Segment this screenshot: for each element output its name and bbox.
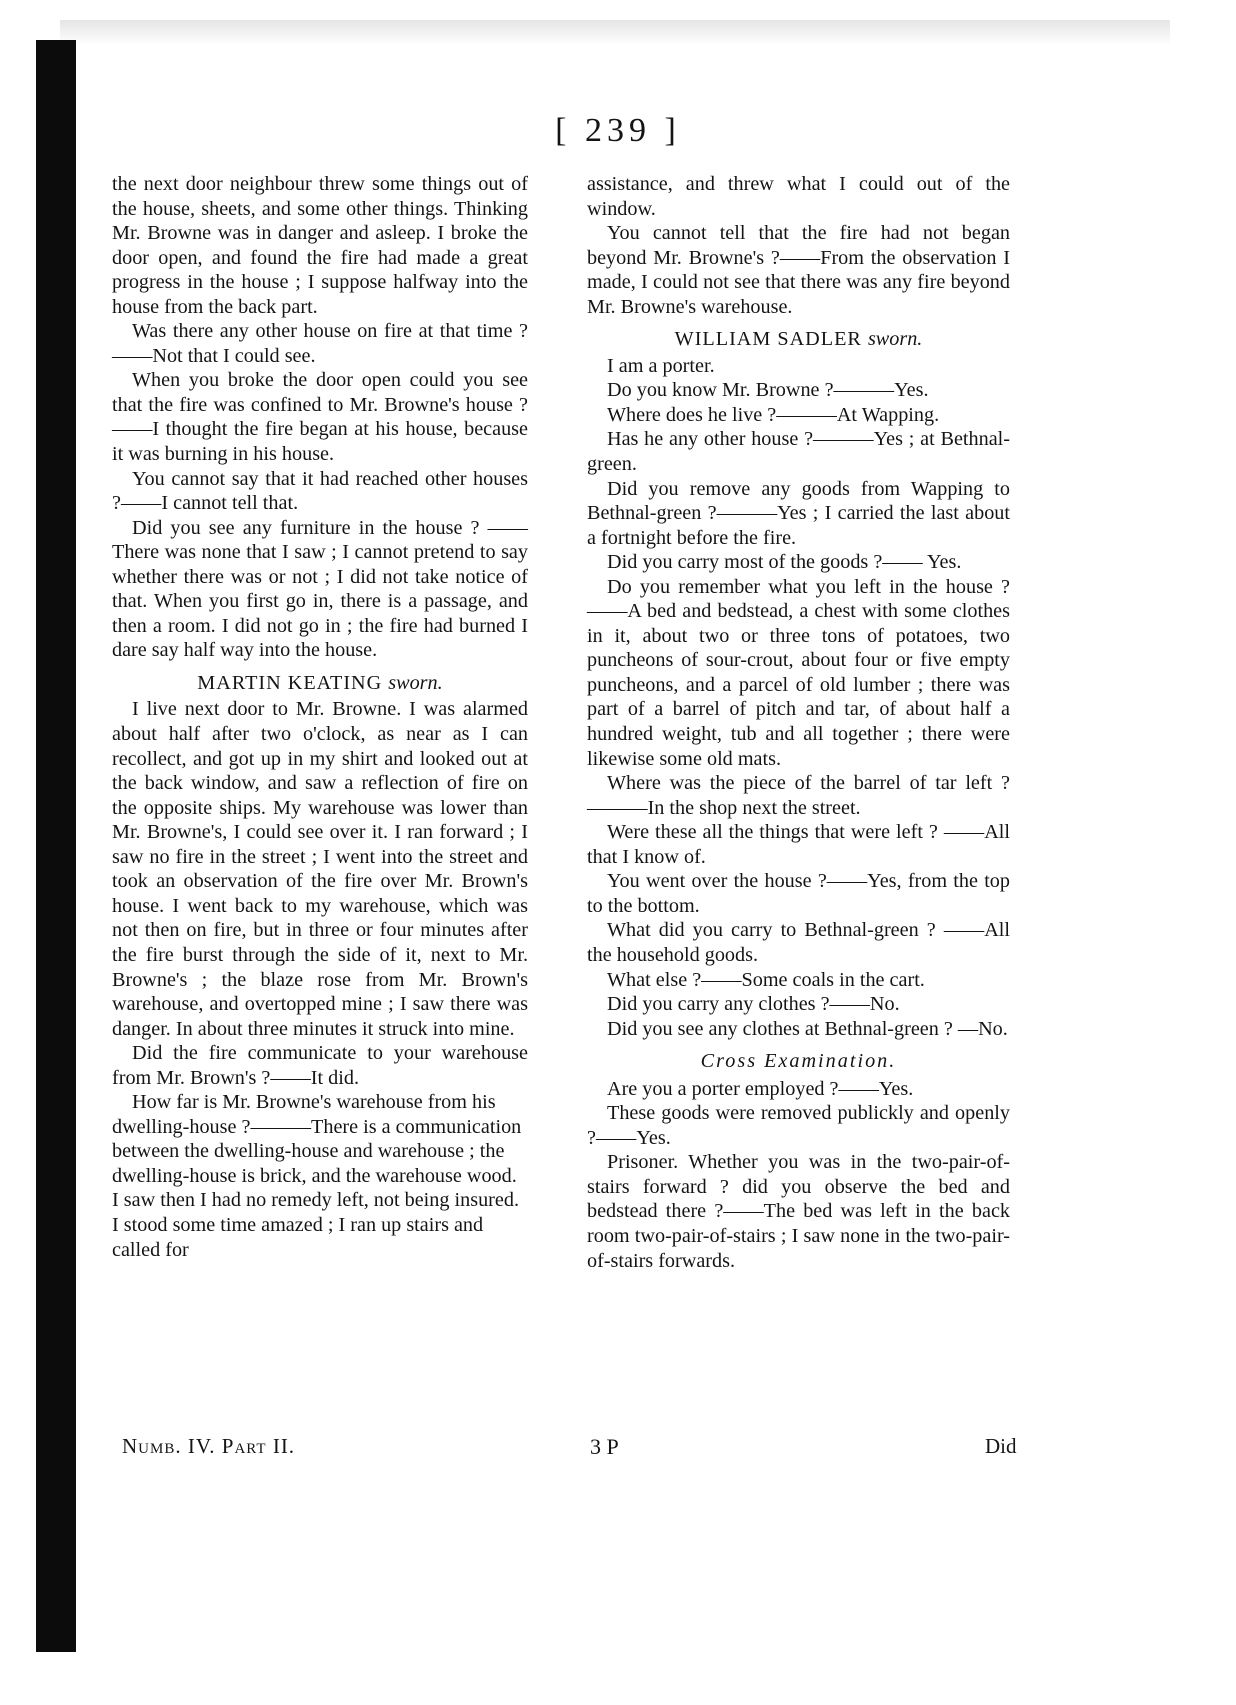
page-number: [ 239 ] bbox=[555, 112, 681, 149]
paragraph: You cannot tell that the fire had not began beyond Mr. Browne's ?——From the observation I made, I could not see that there was any fire beyond Mr. Browne's warehouse. bbox=[587, 222, 1010, 318]
paragraph: Was there any other house on fire at that time ?——Not that I could see. bbox=[112, 320, 528, 367]
paragraph: Do you know Mr. Browne ?———Yes. bbox=[607, 379, 929, 402]
paragraph: Where was the piece of the barrel of tar left ?———In the shop next the street. bbox=[587, 772, 1010, 819]
footer-catchword: Did bbox=[985, 1434, 1017, 1458]
page-header bbox=[0, 112, 1236, 150]
paragraph: You cannot say that it had reached other houses ?——I cannot tell that. bbox=[112, 467, 528, 515]
witness-name: MARTIN KEATING bbox=[197, 671, 383, 694]
paragraph: Did you see any clothes at Bethnal-green ? —No. bbox=[607, 1017, 1008, 1040]
footer-signature: Numb. IV. Part II. bbox=[122, 1434, 296, 1458]
paragraph: What did you carry to Bethnal-green ? ——All the household goods. bbox=[587, 919, 1010, 966]
right-column bbox=[587, 172, 1010, 1273]
paragraph: I am a porter. bbox=[607, 354, 715, 377]
paragraph: assistance, and threw what I could out of the window. bbox=[587, 173, 1010, 220]
paragraph: Did you see any furniture in the house ? ——There was none that I saw ; I cannot pretend to say whether there was or not ; I did not take notice of that. When you first go in, there is a passage, and then a room. I did not go in ; the fire had burned I dare say half way into the house. bbox=[112, 516, 528, 662]
paragraph: Were these all the things that were left ? ——All that I know of. bbox=[587, 821, 1010, 868]
witness-heading bbox=[587, 327, 1010, 352]
paragraph: Prisoner. Whether you was in the two-pair-of-stairs forward ? did you observe the bed and bedstead there ?——The bed was left in the back room two-pair-of-stairs ; I saw none in the two-pair-of-stairs forwards. bbox=[587, 1151, 1010, 1272]
sworn-label: sworn. bbox=[388, 671, 443, 694]
paragraph: You went over the house ?——Yes, from the top to the bottom. bbox=[587, 870, 1010, 917]
paragraph: I live next door to Mr. Browne. I was alarmed about half after two o'clock, as near as I can recollect, and got up in my shirt and looked out at the back window, and saw a reflection of fire on the opposite ships. My warehouse was lower than Mr. Browne's, I could see over it. I ran forward ; I saw no fire in the street ; I went into the street and took an observation of the fire over Mr. Brown's house. I went back to my warehouse, which was not then on fire, but in three or four minutes after the fire burst through the side of it, next to Mr. Browne's ; the blaze rose from Mr. Brown's warehouse, and overtopped mine ; I saw there was danger. In about three minutes it struck into mine. bbox=[112, 698, 528, 1040]
paragraph: Did the fire communicate to your warehouse from Mr. Brown's ?——It did. bbox=[112, 1042, 528, 1089]
witness-name: WILLIAM SADLER bbox=[674, 328, 862, 351]
footer-signature-mark: 3 P bbox=[590, 1434, 619, 1459]
paragraph: Are you a porter employed ?——Yes. bbox=[607, 1077, 914, 1100]
paragraph: Where does he live ?———At Wapping. bbox=[607, 403, 940, 426]
paragraph: Did you carry any clothes ?——No. bbox=[607, 993, 900, 1016]
left-column bbox=[112, 172, 528, 1262]
paragraph: What else ?——Some coals in the cart. bbox=[607, 968, 925, 991]
paragraph: Do you remember what you left in the house ?——A bed and bedstead, a chest with some clothes in it, about two or three tons of potatoes, two puncheons of sour-crout, about four or five empty puncheons, and a parcel of old lumber ; there was part of a barrel of pitch and tar, of about half a hundred weight, tub and all together ; there were likewise some old mats. bbox=[587, 575, 1010, 770]
paragraph: the next door neighbour threw some things out of the house, sheets, and some other things. Thinking Mr. Browne was in danger and asleep. I broke the door open, and found the fire had made a great progress in the house ; I suppose halfway into the house from the back part. bbox=[112, 173, 528, 318]
paragraph: Did you carry most of the goods ?—— Yes. bbox=[607, 551, 962, 574]
paragraph: How far is Mr. Browne's warehouse from his dwelling-house ?———There is a communication between the dwelling-house and warehouse ; the dwelling-house is brick, and the warehouse wood. I saw then I had no remedy left, not being insured. I stood some time amazed ; I ran up stairs and called for bbox=[112, 1091, 522, 1261]
section-subheading: Cross Examination. bbox=[700, 1050, 897, 1073]
paragraph: Did you remove any goods from Wapping to Bethnal-green ?———Yes ; I carried the last about a fortnight before the fire. bbox=[587, 477, 1010, 549]
paragraph: These goods were removed publickly and openly ?——Yes. bbox=[587, 1102, 1010, 1149]
paragraph: When you broke the door open could you see that the fire was confined to Mr. Browne's house ?——I thought the fire began at his house, because it was burning in his house. bbox=[112, 369, 528, 466]
witness-heading bbox=[112, 671, 528, 696]
page-top-edge bbox=[60, 20, 1170, 46]
paragraph: Has he any other house ?———Yes ; at Bethnal-green. bbox=[587, 428, 1010, 476]
page-binding-shadow bbox=[36, 40, 76, 1652]
sworn-label: sworn. bbox=[867, 328, 923, 351]
